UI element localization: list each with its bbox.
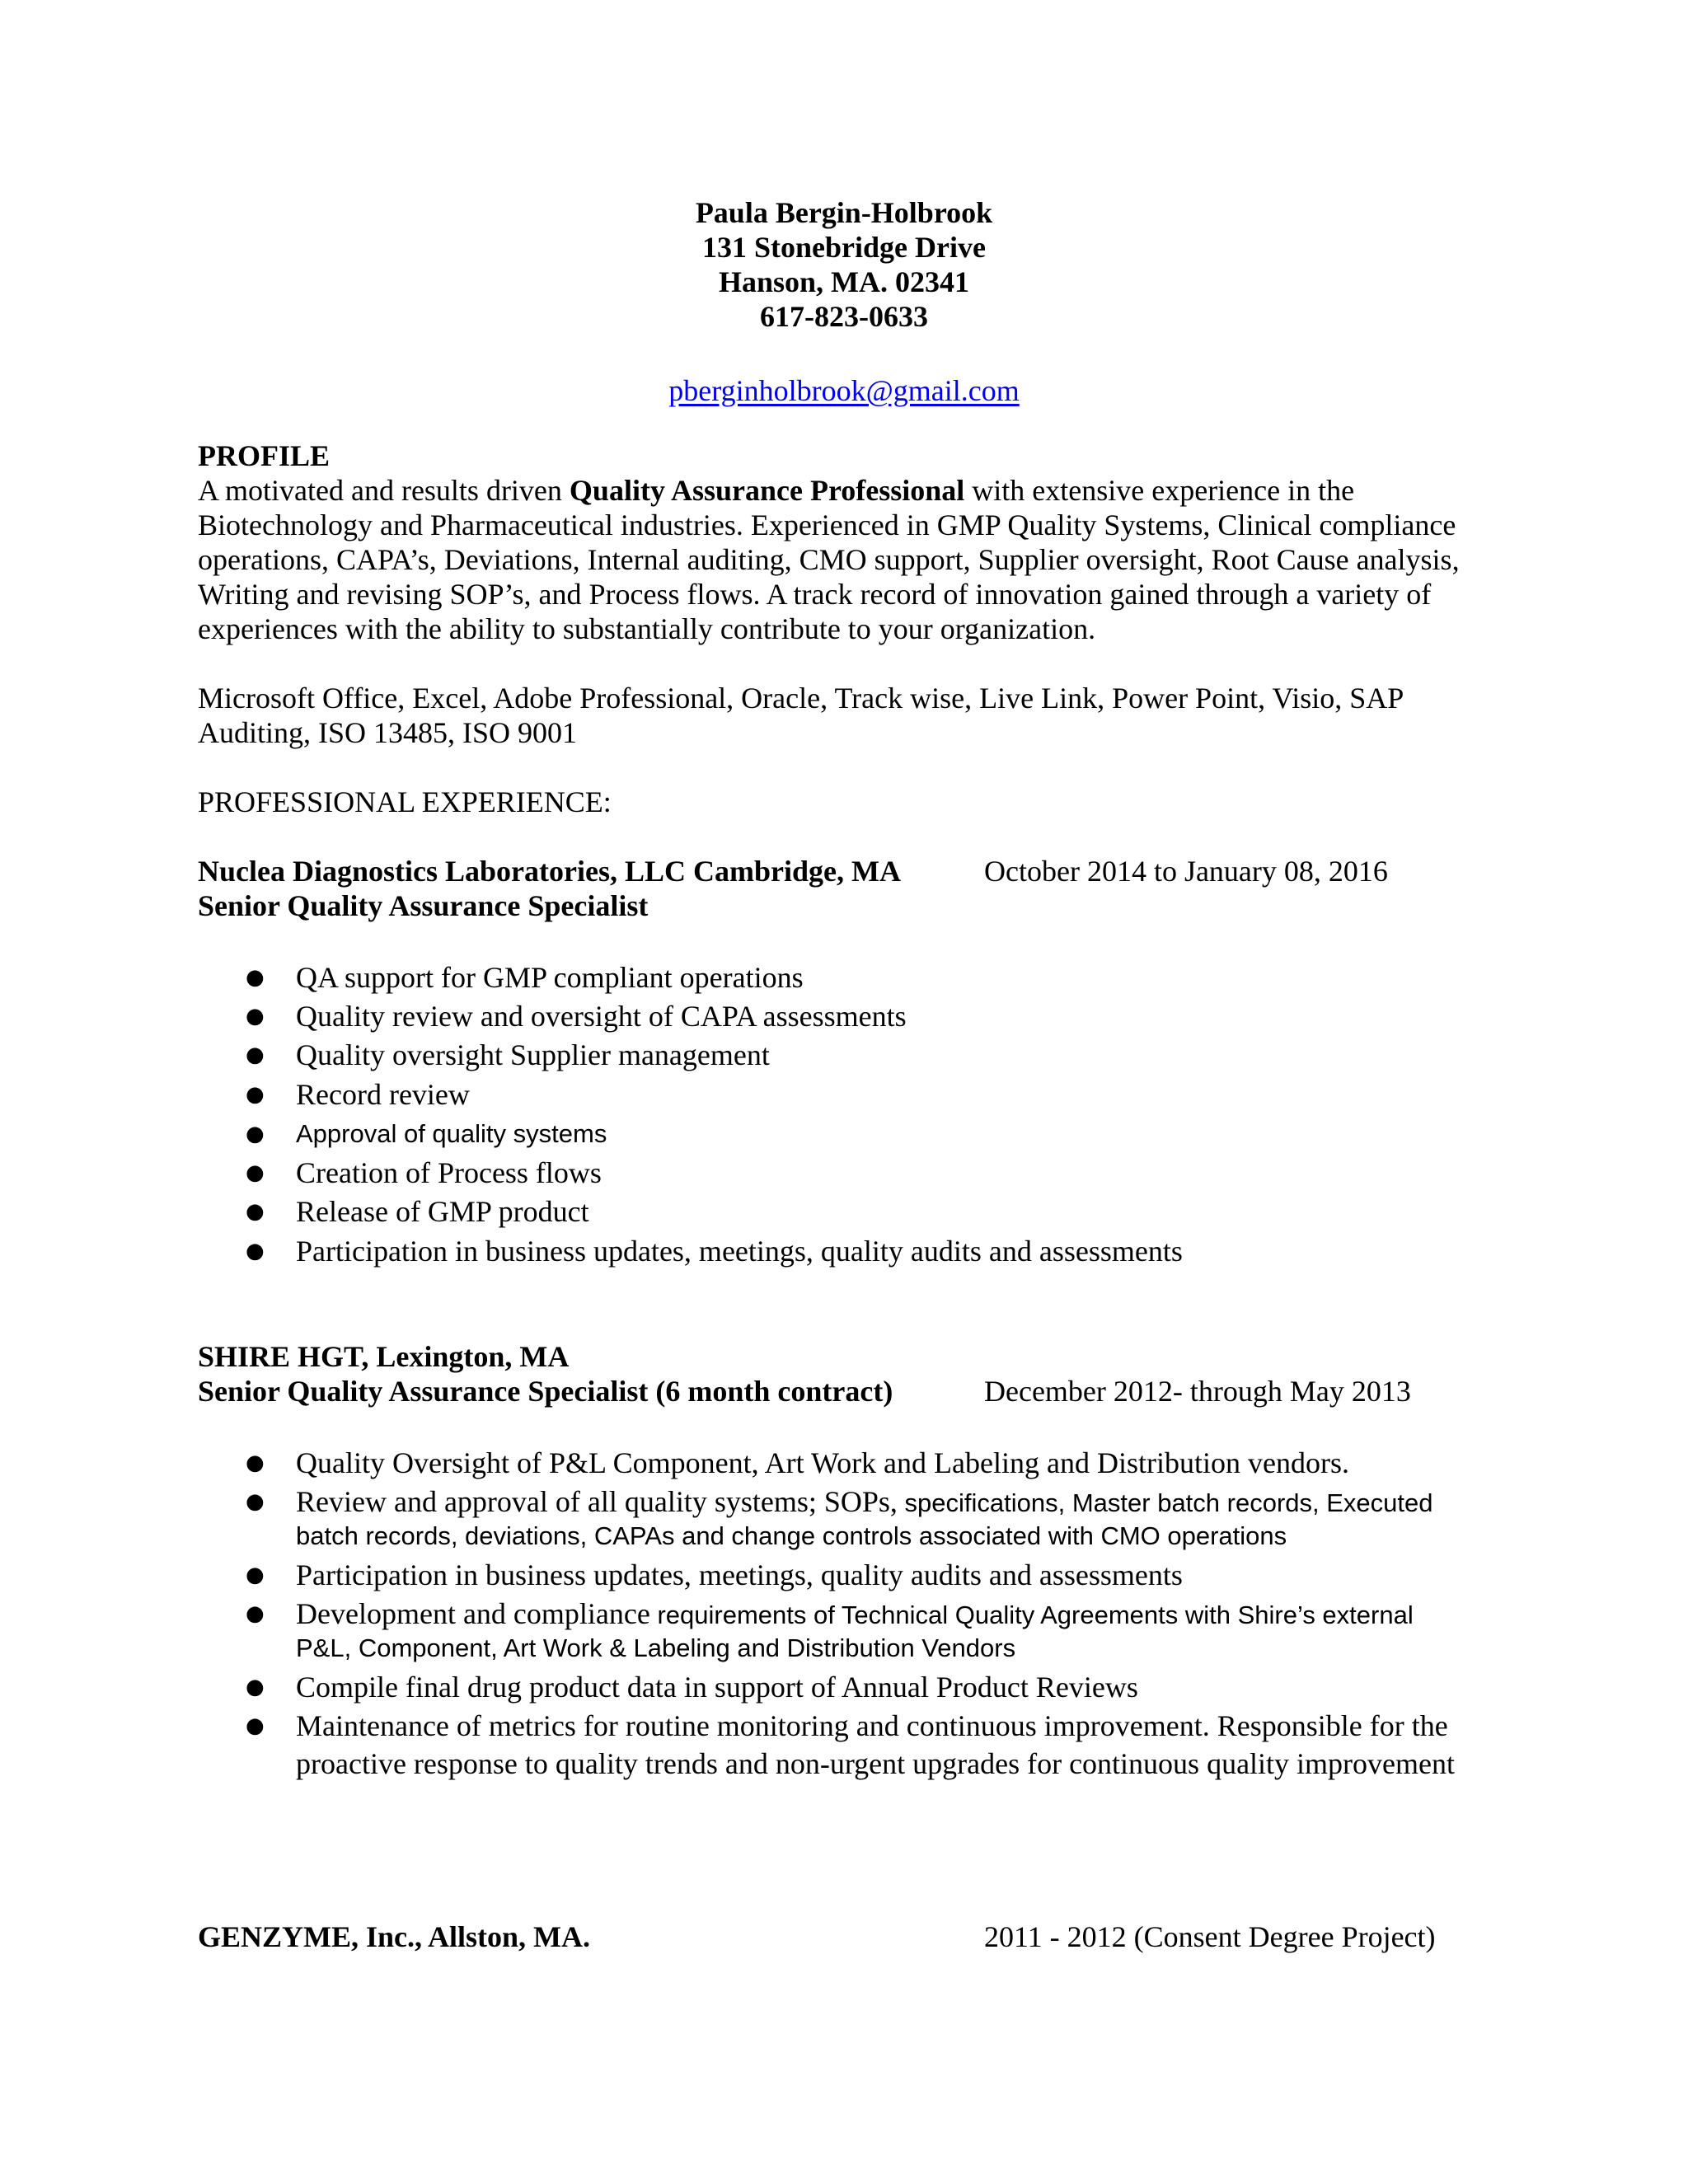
list-item: Compile final drug product data in support of Annual Product Reviews [296,1671,1138,1704]
list-item: Quality review and oversight of CAPA assessments [296,1000,907,1033]
job-3-dates: 2011 - 2012 (Consent Degree Project) [984,1920,1436,1953]
list-item: Participation in business updates, meetings, quality audits and assessments [296,1235,1183,1268]
bullet-icon: ● [246,1004,265,1029]
list-item-continuation: proactive response to quality trends and non-urgent upgrades for continuous quality improvement [296,1747,1456,1780]
email-link[interactable]: pberginholbrook@gmail.com [668,374,1020,407]
list-item-part: specifications, Master batch records, Executed [897,1488,1433,1517]
list-item: Approval of quality systems [296,1119,607,1148]
candidate-name: Paula Bergin-Holbrook [695,196,993,229]
city-state-zip: Hanson, MA. 02341 [718,265,970,298]
list-item [296,1484,1433,1521]
list-item: Record review [296,1078,470,1111]
list-item: Participation in business updates, meetings, quality audits and assessments [296,1558,1183,1591]
job-2-title: Senior Quality Assurance Specialist (6 month contract) [198,1375,893,1408]
list-item-part: requirements of Technical Quality Agreements with Shire’s external [649,1601,1414,1629]
list-item: Creation of Process flows [296,1156,602,1189]
bullet-icon: ● [246,1713,265,1738]
street-address: 131 Stonebridge Drive [702,231,986,264]
experience-heading: PROFESSIONAL EXPERIENCE: [198,785,612,818]
list-item [296,1596,1414,1633]
list-item-part: Development and compliance [296,1597,650,1630]
profile-line-1-pre: A motivated and results driven [198,474,570,507]
profile-line-2: Biotechnology and Pharmaceutical industries. Experienced in GMP Quality Systems, Clinical compliance [198,509,1456,541]
bullet-icon: ● [246,1675,265,1699]
profile-line-3: operations, CAPA’s, Deviations, Internal auditing, CMO support, Supplier oversight, Root Cause analysis, [198,543,1460,576]
job-3-company: GENZYME, Inc., Allston, MA. [198,1920,591,1953]
bullet-icon: ● [246,1451,265,1475]
bullet-icon: ● [246,1122,265,1146]
list-item: Maintenance of metrics for routine monitoring and continuous improvement. Responsible for the [296,1709,1448,1742]
bullet-icon: ● [246,1160,265,1185]
profile-highlight: Quality Assurance Professional [569,474,965,507]
bullet-icon: ● [246,1082,265,1107]
job-1-company: Nuclea Diagnostics Laboratories, LLC Cambridge, MA [198,855,901,888]
profile-heading: PROFILE [198,439,331,472]
list-item-continuation: batch records, deviations, CAPAs and change controls associated with CMO operations [296,1521,1287,1550]
profile-line-1 [198,473,1354,508]
list-item: Release of GMP product [296,1195,589,1228]
bullet-icon: ● [246,1199,265,1224]
bullet-icon: ● [246,1239,265,1263]
list-item: Quality oversight Supplier management [296,1038,770,1071]
list-item-part: Review and approval of all quality systems; SOPs, [296,1485,898,1518]
skills-line-2: Auditing, ISO 13485, ISO 9001 [198,716,578,749]
bullet-icon: ● [246,1601,265,1626]
profile-line-5: experiences with the ability to substantially contribute to your organization. [198,612,1096,645]
bullet-icon: ● [246,965,265,990]
job-1-dates: October 2014 to January 08, 2016 [984,855,1388,888]
bullet-icon: ● [246,1563,265,1587]
bullet-icon: ● [246,1043,265,1067]
job-1-title: Senior Quality Assurance Specialist [198,889,649,922]
skills-line-1: Microsoft Office, Excel, Adobe Professional, Oracle, Track wise, Live Link, Power Point, Visio, SAP [198,682,1404,715]
bullet-icon: ● [246,1489,265,1514]
job-2-dates: December 2012- through May 2013 [984,1375,1411,1408]
profile-line-4: Writing and revising SOP’s, and Process flows. A track record of innovation gained through a variety of [198,578,1432,611]
email-row [0,373,1688,408]
list-item-continuation: P&L, Component, Art Work & Labeling and Distribution Vendors [296,1633,1016,1662]
profile-line-1-post: with extensive experience in the [964,474,1355,507]
list-item: QA support for GMP compliant operations [296,961,804,994]
phone-number: 617-823-0633 [760,300,928,333]
job-2-company: SHIRE HGT, Lexington, MA [198,1340,570,1373]
list-item: Quality Oversight of P&L Component, Art Work and Labeling and Distribution vendors. [296,1446,1349,1479]
